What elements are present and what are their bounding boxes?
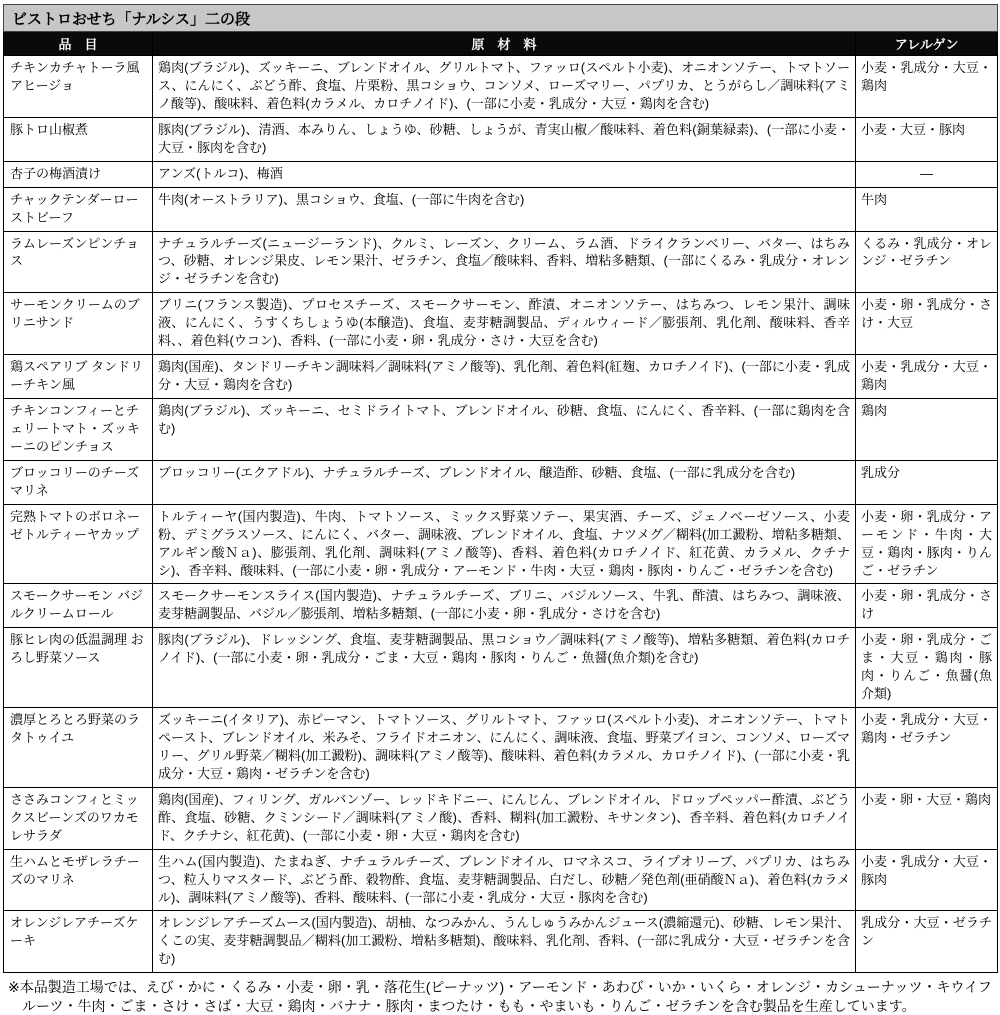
- table-row: [4, 355, 998, 399]
- table-row: [4, 161, 998, 187]
- item-cell: 完熟トマトのボロネーゼトルティーヤカップ: [4, 504, 153, 584]
- item-cell: チキンコンフィーとチェリートマト・ズッキーニのピンチョス: [4, 399, 153, 461]
- ingredients-cell: オレンジレアチーズムース(国内製造)、胡柚、なつみかん、うんしゅうみかんジュース(濃縮還元)、砂糖、レモン果汁、くこの実、麦芽糖調製品／糊料(加工澱粉、増粘多糖類)、酸味料、乳化剤、香料、(一部に乳成分・大豆・ゼラチンを含む): [153, 911, 856, 973]
- ingredients-cell: ナチュラルチーズ(ニュージーランド)、クルミ、レーズン、クリーム、ラム酒、ドライクランベリー、バター、はちみつ、砂糖、オレンジ果皮、レモン果汁、ゼラチン、食塩／酸味料、香料、増粘多糖類、(一部にくるみ・乳成分・オレンジ・ゼラチンを含む): [153, 231, 856, 293]
- ingredients-cell: 豚肉(ブラジル)、ドレッシング、食塩、麦芽糖調製品、黒コショウ／調味料(アミノ酸等)、増粘多糖類、着色料(カロチノイド)、(一部に小麦・卵・乳成分・ごま・大豆・鶏肉・豚肉・りんご・魚醤(魚介類)を含む): [153, 628, 856, 708]
- ingredients-cell: アンズ(トルコ)、梅酒: [153, 161, 856, 187]
- allergen-cell: くるみ・乳成分・オレンジ・ゼラチン: [856, 231, 998, 293]
- ingredients-cell: スモークサーモンスライス(国内製造)、ナチュラルチーズ、ブリニ、バジルソース、牛乳、酢漬、はちみつ、調味液、麦芽糖調製品、バジル／膨張剤、増粘多糖類、(一部に小麦・卵・乳成分・さけを含む): [153, 584, 856, 628]
- allergen-cell: 小麦・大豆・豚肉: [856, 117, 998, 161]
- item-cell: チャックテンダーローストビーフ: [4, 187, 153, 231]
- ingredients-cell: 牛肉(オーストラリア)、黒コショウ、食塩、(一部に牛肉を含む): [153, 187, 856, 231]
- table-row: [4, 584, 998, 628]
- item-cell: スモークサーモン バジルクリームロール: [4, 584, 153, 628]
- table-row: [4, 911, 998, 973]
- allergen-cell: 小麦・乳成分・大豆・鶏肉: [856, 355, 998, 399]
- allergen-cell: 小麦・卵・大豆・鶏肉: [856, 787, 998, 849]
- allergen-table: [3, 4, 998, 973]
- ingredients-cell: 鶏肉(ブラジル)、ズッキーニ、セミドライトマト、ブレンドオイル、砂糖、食塩、にんにく、香辛料、(一部に鶏肉を含む): [153, 399, 856, 461]
- item-cell: オレンジレアチーズケーキ: [4, 911, 153, 973]
- item-cell: ささみコンフィとミックスビーンズのワカモレサラダ: [4, 787, 153, 849]
- table-body: [4, 56, 998, 973]
- allergen-cell: 小麦・乳成分・大豆・鶏肉: [856, 56, 998, 118]
- item-cell: 生ハムとモザレラチーズのマリネ: [4, 849, 153, 911]
- table-row: [4, 787, 998, 849]
- ingredients-cell: 豚肉(ブラジル)、清酒、本みりん、しょうゆ、砂糖、しょうが、青実山椒／酸味料、着色料(銅葉緑素)、(一部に小麦・大豆・豚肉を含む): [153, 117, 856, 161]
- table-title-row: [4, 5, 998, 32]
- column-header-allergens: アレルゲン: [856, 32, 998, 56]
- column-header-ingredients: 原 材 料: [153, 32, 856, 56]
- table-row: [4, 460, 998, 504]
- allergen-cell: 小麦・卵・乳成分・ごま・大豆・鶏肉・豚肉・りんご・魚醤(魚介類): [856, 628, 998, 708]
- ingredients-cell: ブリニ(フランス製造)、プロセスチーズ、スモークサーモン、酢漬、オニオンソテー、はちみつ、レモン果汁、調味液、にんにく、うすくちしょうゆ(本醸造)、食塩、麦芽糖調製品、ディルウィード／膨張剤、乳化剤、酸味料、香辛料、、着色料(ウコン)、香料、(一部に小麦・卵・乳成分・さけ・大豆を含む): [153, 293, 856, 355]
- item-cell: ラムレーズンピンチョス: [4, 231, 153, 293]
- allergen-cell: 牛肉: [856, 187, 998, 231]
- allergen-cell: ―: [856, 161, 998, 187]
- allergen-cell: 小麦・卵・乳成分・さけ・大豆: [856, 293, 998, 355]
- ingredients-cell: ブロッコリー(エクアドル)、ナチュラルチーズ、ブレンドオイル、醸造酢、砂糖、食塩、(一部に乳成分を含む): [153, 460, 856, 504]
- allergen-cell: 鶏肉: [856, 399, 998, 461]
- table-header-row: [4, 32, 998, 56]
- allergen-cell: 小麦・卵・乳成分・さけ: [856, 584, 998, 628]
- item-cell: 杏子の梅酒漬け: [4, 161, 153, 187]
- page-title: ビストロおせち「ナルシス」二の段: [4, 5, 998, 32]
- table-row: [4, 399, 998, 461]
- allergen-cell: 乳成分・大豆・ゼラチン: [856, 911, 998, 973]
- table-row: [4, 117, 998, 161]
- allergen-cell: 小麦・乳成分・大豆・豚肉: [856, 849, 998, 911]
- table-row: [4, 708, 998, 788]
- table-row: [4, 293, 998, 355]
- item-cell: 鶏スペアリブ タンドリーチキン風: [4, 355, 153, 399]
- item-cell: 濃厚とろとろ野菜のラタトゥイユ: [4, 708, 153, 788]
- ingredients-cell: ズッキーニ(イタリア)、赤ピーマン、トマトソース、グリルトマト、ファッロ(スペルト小麦)、オニオンソテー、トマトペースト、ブレンドオイル、米みそ、フライドオニオン、にんにく、調味液、食塩、野菜ブイヨン、コンソメ、ローズマリー、グリル野菜／糊料(加工澱粉)、調味料(アミノ酸等)、酸味料、着色料(カラメル、カロチノイド)、(一部に小麦・乳成分・大豆・鶏肉・ゼラチンを含む): [153, 708, 856, 788]
- item-cell: ブロッコリーのチーズマリネ: [4, 460, 153, 504]
- table-row: [4, 187, 998, 231]
- allergen-cell: 小麦・乳成分・大豆・鶏肉・ゼラチン: [856, 708, 998, 788]
- item-cell: 豚ヒレ肉の低温調理 おろし野菜ソース: [4, 628, 153, 708]
- ingredients-cell: 生ハム(国内製造)、たまねぎ、ナチュラルチーズ、ブレンドオイル、ロマネスコ、ライプオリーブ、パプリカ、はちみつ、粒入りマスタード、ぶどう酢、穀物酢、食塩、麦芽糖調製品、白だし、砂糖／発色剤(亜硝酸Ｎａ)、着色料(カラメル)、調味料(アミノ酸等)、香料、酸味料、(一部に小麦・乳成分・大豆・豚肉を含む): [153, 849, 856, 911]
- item-cell: サーモンクリームのブリニサンド: [4, 293, 153, 355]
- ingredients-cell: 鶏肉(国産)、フィリング、ガルバンゾー、レッドキドニー、にんじん、ブレンドオイル、ドロップペッパー酢漬、ぶどう酢、食塩、砂糖、クミンシード／調味料(アミノ酸)、香料、糊料(加工澱粉、キサンタン)、香辛料、着色料(カロチノイド、クチナシ、紅花黄)、(一部に小麦・卵・大豆・鶏肉を含む): [153, 787, 856, 849]
- table-row: [4, 849, 998, 911]
- ingredients-cell: 鶏肉(国産)、タンドリーチキン調味料／調味料(アミノ酸等)、乳化剤、着色料(紅麹、カロチノイド)、(一部に小麦・乳成分・大豆・鶏肉を含む): [153, 355, 856, 399]
- ingredients-cell: トルティーヤ(国内製造)、牛肉、トマトソース、ミックス野菜ソテー、果実酒、チーズ、ジェノベーゼソース、小麦粉、デミグラスソース、にんにく、バター、調味液、ブレンドオイル、食塩、ナツメグ／糊料(加工澱粉、増粘多糖類、アルギン酸Ｎａ)、膨張剤、乳化剤、調味料(アミノ酸等)、香料、着色料(カロチノイド、紅花黄、カラメル、クチナシ)、香辛料、酸味料、(一部に小麦・卵・乳成分・アーモンド・牛肉・大豆・鶏肉・豚肉・りんご・ゼラチンを含む): [153, 504, 856, 584]
- column-header-item: 品 目: [4, 32, 153, 56]
- ingredients-cell: 鶏肉(ブラジル)、ズッキーニ、ブレンドオイル、グリルトマト、ファッロ(スペルト小麦)、オニオンソテー、トマトソース、にんにく、ぶどう酢、食塩、片栗粉、黒コショウ、コンソメ、ローズマリー、パプリカ、とうがらし／調味料(アミノ酸等)、酸味料、着色料(カラメル、カロチノイド)、(一部に小麦・乳成分・大豆・鶏肉を含む): [153, 56, 856, 118]
- footnote: ※本品製造工場では、えび・かに・くるみ・小麦・卵・乳・落花生(ピーナッツ)・アーモンド・あわび・いか・いくら・オレンジ・カシューナッツ・キウイフルーツ・牛肉・ごま・さけ・さば・大豆・鶏肉・バナナ・豚肉・まつたけ・もも・やまいも・りんご・ゼラチンを含む製品を生産しています。: [8, 979, 992, 1014]
- table-row: [4, 628, 998, 708]
- item-cell: チキンカチャトーラ風アヒージョ: [4, 56, 153, 118]
- allergen-cell: 小麦・卵・乳成分・アーモンド・牛肉・大豆・鶏肉・豚肉・りんご・ゼラチン: [856, 504, 998, 584]
- allergen-cell: 乳成分: [856, 460, 998, 504]
- table-row: [4, 231, 998, 293]
- table-row: [4, 56, 998, 118]
- table-row: [4, 504, 998, 584]
- item-cell: 豚トロ山椒煮: [4, 117, 153, 161]
